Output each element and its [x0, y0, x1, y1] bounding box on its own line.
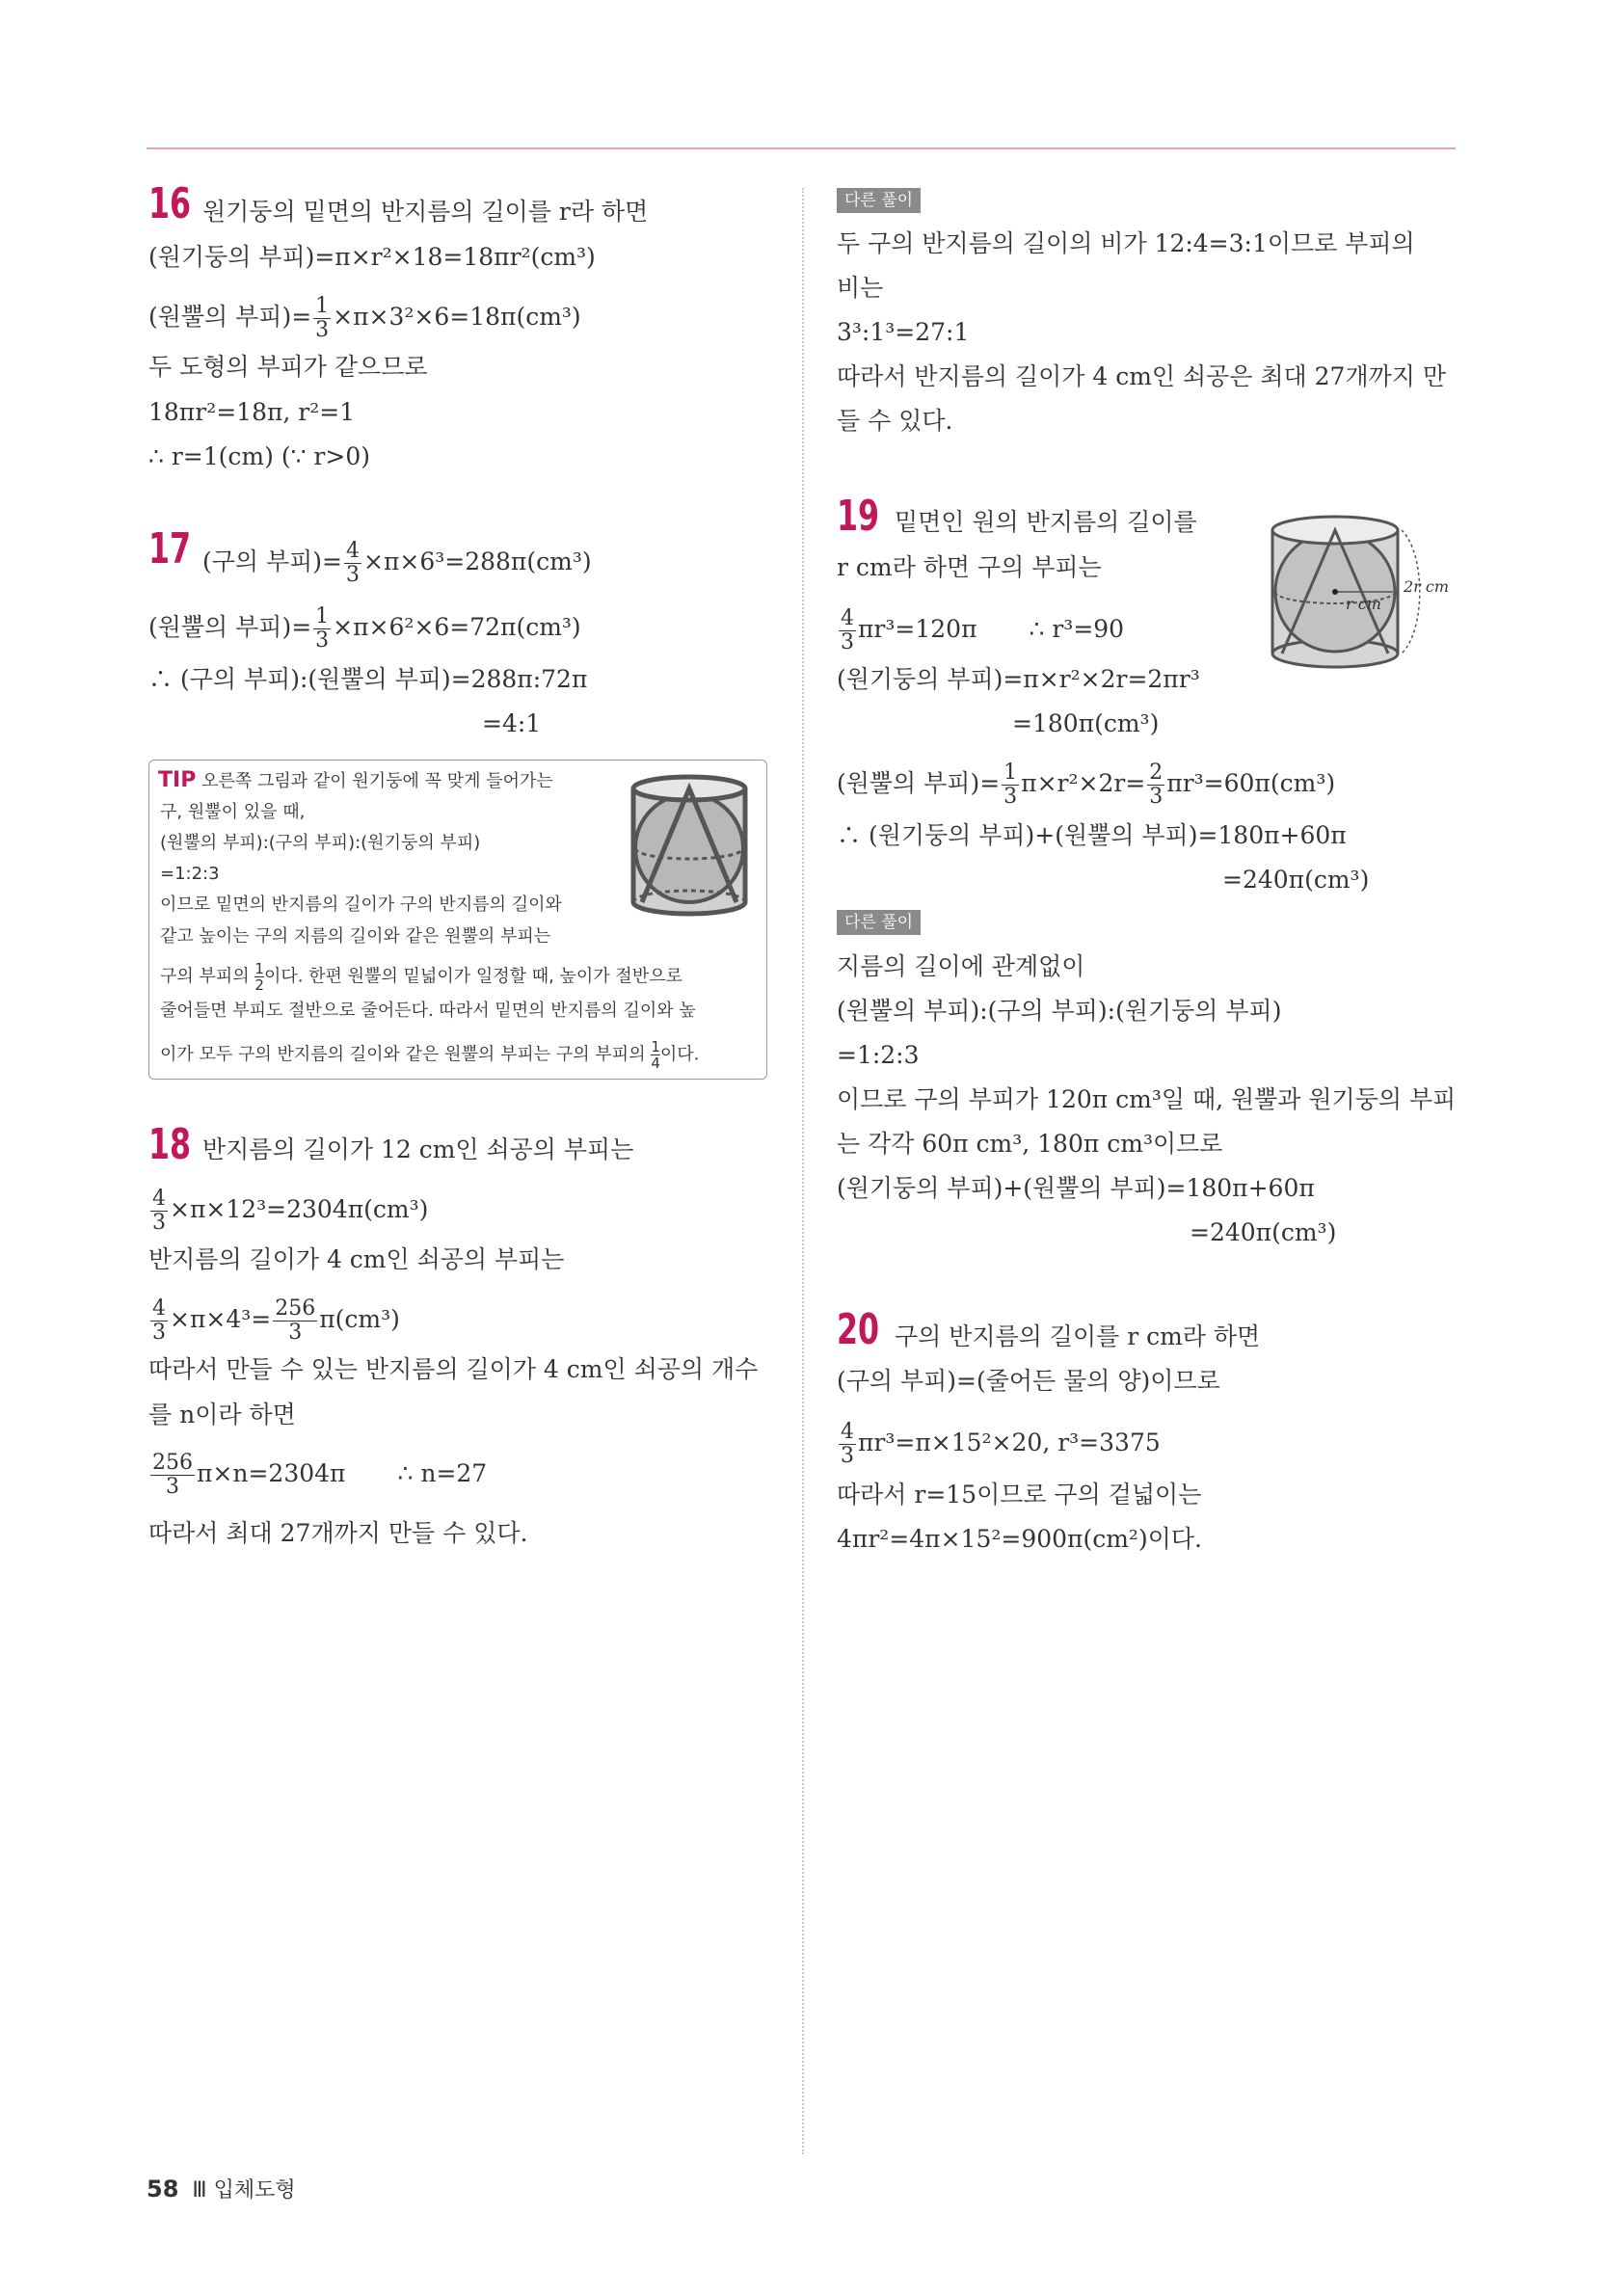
alt18-line2: 비는 [837, 274, 884, 302]
alt-solution-tag: 다른 풀이 [837, 188, 921, 213]
tip-line4: =1:2:3 [160, 864, 220, 884]
p20-line5: 4πr²=4π×15²=900π(cm²)이다. [837, 1525, 1202, 1553]
alt18-line3: 3³:1³=27:1 [837, 318, 970, 346]
alt18-line1: 두 구의 반지름의 길이의 비가 12:4=3:1이므로 부피의 [837, 229, 1415, 257]
fraction-4-3: $\frac{4}{3}$ [152, 1296, 166, 1345]
tip-line9: 이가 모두 구의 반지름의 길이와 같은 원뿔의 부피는 구의 부피의 $\frac{1}{4}$ 이다. [160, 1038, 700, 1072]
problem-19-number: 19 [837, 492, 880, 541]
fraction-4-3: $\frac{4}{3}$ [346, 539, 361, 587]
fraction-1-3: $\frac{1}{3}$ [315, 604, 330, 653]
p19-line6: (원뿔의 부피)= $\frac{1}{3}$ π×r²×2r= $\frac{2}{3}$ πr³=60π(cm³) [837, 761, 1336, 809]
alt19-line4: 이므로 구의 부피가 120π cm³일 때, 원뿔과 원기둥의 부피 [837, 1085, 1457, 1113]
alt18-line5: 들 수 있다. [837, 407, 953, 435]
tip-cylinder-diagram [623, 767, 756, 931]
fraction-4-3: $\frac{4}{3}$ [152, 1187, 166, 1235]
p19-line7: ∴ (원기둥의 부피)+(원뿔의 부피)=180π+60π [837, 821, 1347, 849]
alt19-line5: 는 각각 60π cm³, 180π cm³이므로 [837, 1130, 1223, 1158]
tip-line1: TIP 오른쪽 그림과 같이 원기둥에 꼭 맞게 들어가는 [158, 768, 553, 792]
alt-solution-tag: 다른 풀이 [837, 910, 921, 935]
p16-line3: (원뿔의 부피)= $\frac{1}{3}$ ×π×3²×6=18π(cm³) [148, 294, 581, 342]
p19-line3: $\frac{4}{3}$ πr³=120π ∴ r³=90 [841, 606, 1125, 654]
p18-line6: 를 n이라 하면 [148, 1401, 296, 1428]
alt19-line2: (원뿔의 부피):(구의 부피):(원기둥의 부피) [837, 997, 1282, 1025]
page-footer [147, 2174, 296, 2203]
fraction-256-3: $\frac{256}{3}$ [275, 1296, 316, 1345]
tip-line3: (원뿔의 부피):(구의 부피):(원기둥의 부피) [160, 833, 481, 853]
chapter-title: Ⅲ 입체도형 [192, 2178, 296, 2203]
p17-line3: ∴ (구의 부피):(원뿔의 부피)=288π:72π [148, 665, 588, 693]
fraction-4-3: $\frac{4}{3}$ [841, 606, 854, 654]
p16-line5: 18πr²=18π, r²=1 [148, 398, 356, 426]
tip-line2: 구, 원뿔이 있을 때, [160, 802, 306, 822]
tip-label: TIP [158, 768, 197, 792]
tip-line6: 같고 높이는 구의 지름의 길이와 같은 원뿔의 부피는 [160, 926, 551, 947]
height-label: 2r cm [1404, 577, 1450, 596]
tip-line8: 줄어들면 부피도 절반으로 줄어든다. 따라서 밑면의 반지름의 길이와 높 [160, 1001, 696, 1021]
problem-19-diagram [1267, 505, 1459, 679]
column-divider [802, 188, 804, 2154]
fraction-1-3: $\frac{1}{3}$ [1003, 761, 1018, 809]
p16-line4: 두 도형의 부피가 같으므로 [148, 353, 428, 381]
p19-line2: r cm라 하면 구의 부피는 [837, 553, 1102, 581]
p20-line3: $\frac{4}{3}$ πr³=π×15²×20, r³=3375 [841, 1420, 1161, 1468]
p17-line1: (구의 부피)= $\frac{4}{3}$ ×π×6³=288π(cm³) [202, 539, 592, 587]
p18-line5: 따라서 만들 수 있는 반지름의 길이가 4 cm인 쇠공의 개수 [148, 1355, 759, 1383]
p16-line1: 원기둥의 밑면의 반지름의 길이를 r라 하면 [202, 198, 649, 226]
p18-line4: $\frac{4}{3}$ ×π×4³= $\frac{256}{3}$ π(cm³) [152, 1296, 400, 1345]
p17-line4: =4:1 [482, 709, 542, 737]
alt19-line7: =240π(cm³) [1190, 1218, 1337, 1246]
alt19-line6: (원기둥의 부피)+(원뿔의 부피)=180π+60π [837, 1174, 1315, 1202]
problem-16-number: 16 [148, 179, 192, 228]
p20-line1: 구의 반지름의 길이를 r cm라 하면 [895, 1322, 1261, 1350]
problem-18-number: 18 [148, 1120, 192, 1169]
top-rule [147, 147, 1456, 149]
fraction-4-3: $\frac{4}{3}$ [841, 1420, 854, 1468]
p19-line1: 밑면인 원의 반지름의 길이를 [895, 508, 1197, 536]
alt19-line3: =1:2:3 [837, 1041, 920, 1069]
p19-line8: =240π(cm³) [1222, 866, 1370, 894]
page-number: 58 [147, 2176, 179, 2203]
p18-line2: $\frac{4}{3}$ ×π×12³=2304π(cm³) [152, 1187, 429, 1235]
alt18-line4: 따라서 반지름의 길이가 4 cm인 쇠공은 최대 27개까지 만 [837, 362, 1447, 390]
p16-line6: ∴ r=1(cm) (∵ r>0) [148, 442, 370, 470]
p20-line4: 따라서 r=15이므로 구의 겉넓이는 [837, 1481, 1202, 1508]
fraction-2-3: $\frac{2}{3}$ [1149, 761, 1164, 809]
p18-line1: 반지름의 길이가 12 cm인 쇠공의 부피는 [202, 1135, 634, 1163]
fraction-256-3: $\frac{256}{3}$ [152, 1451, 193, 1499]
problem-17-number: 17 [148, 524, 192, 574]
fraction-1-3: $\frac{1}{3}$ [315, 294, 330, 342]
p18-line7: $\frac{256}{3}$ π×n=2304π ∴ n=27 [152, 1451, 488, 1499]
p19-line4: (원기둥의 부피)=π×r²×2r=2πr³ [837, 665, 1200, 693]
tip-line7: 구의 부피의 $\frac{1}{2}$ 이다. 한편 원뿔의 밑넓이가 일정할 때, 높이가 절반으로 [160, 960, 682, 994]
radius-label: r cm [1346, 595, 1381, 613]
p19-line5: =180π(cm³) [1012, 709, 1160, 737]
tip-line5: 이므로 밑면의 반지름의 길이가 구의 반지름의 길이와 [160, 894, 562, 915]
p16-line2: (원기둥의 부피)=π×r²×18=18πr²(cm³) [148, 243, 596, 271]
problem-20-number: 20 [837, 1305, 880, 1354]
p18-line8: 따라서 최대 27개까지 만들 수 있다. [148, 1519, 528, 1547]
alt19-line1: 지름의 길이에 관계없이 [837, 952, 1085, 980]
p18-line3: 반지름의 길이가 4 cm인 쇠공의 부피는 [148, 1245, 565, 1273]
p20-line2: (구의 부피)=(줄어든 물의 양)이므로 [837, 1367, 1220, 1395]
p17-line2: (원뿔의 부피)= $\frac{1}{3}$ ×π×6²×6=72π(cm³) [148, 604, 581, 653]
